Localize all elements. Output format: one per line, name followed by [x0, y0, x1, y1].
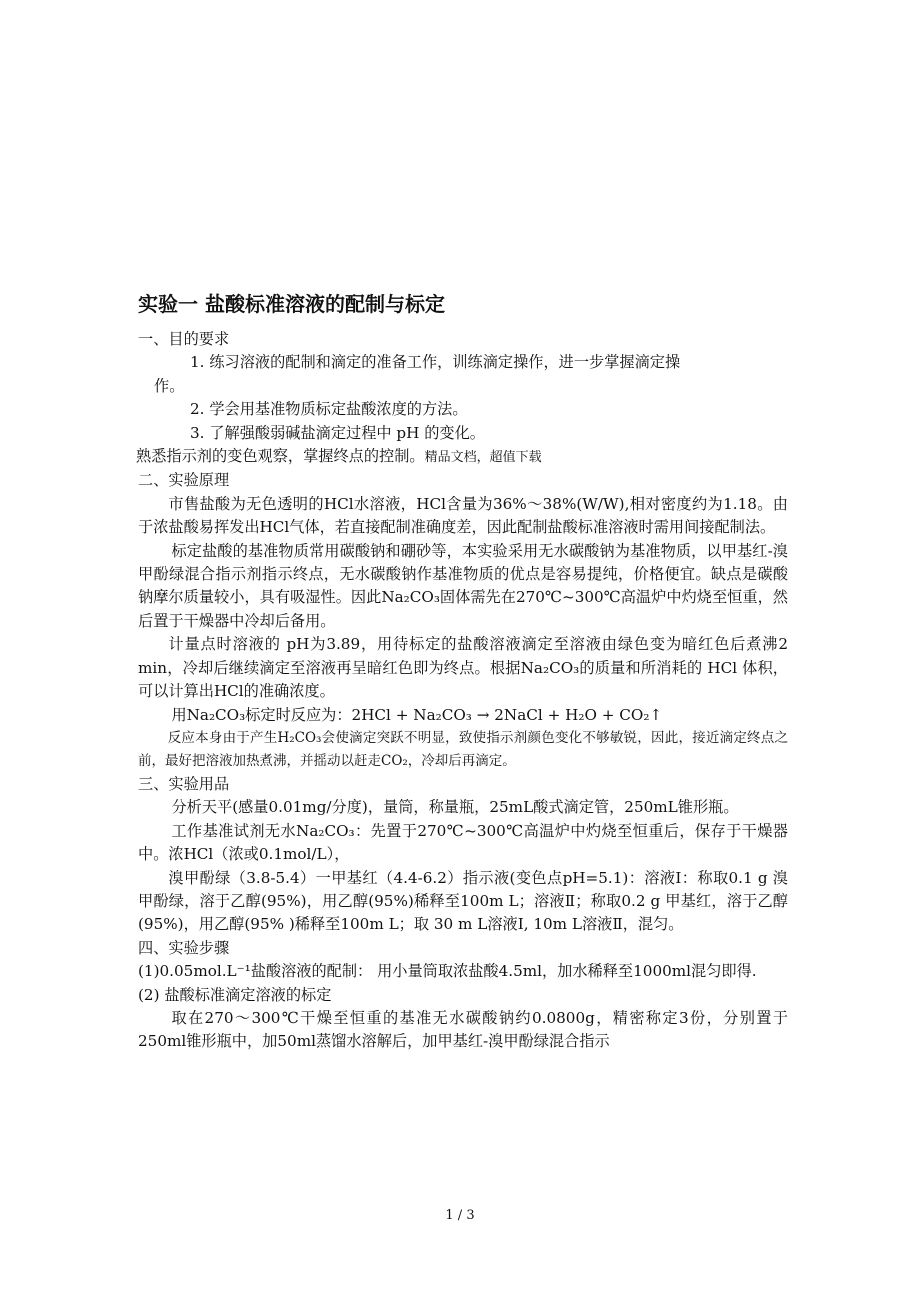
- principle-note: 反应本身由于产生H₂CO₃会使滴定突跃不明显，致使指示剂颜色变化不够敏锐，因此，接近滴定终点之前，最好把溶液加热煮沸，并摇动以赶走CO₂，冷却后再滴定。: [138, 729, 788, 769]
- step-2-paragraph: 取在270～300℃干燥至恒重的基准无水碳酸钠约0.0800g，精密称定3份，分别置于250ml锥形瓶中，加50ml蒸馏水溶解后，加甲基红-溴甲酚绿混合指示: [138, 1008, 788, 1051]
- document-title: 实验一 盐酸标准溶液的配制与标定: [138, 292, 445, 316]
- step-2-heading: (2) 盐酸标准滴定溶液的标定: [138, 985, 332, 1004]
- objective-item-3: 3. 了解强酸弱碱盐滴定过程中 pH 的变化。: [190, 423, 485, 442]
- document-body: [138, 290, 788, 1054]
- objective-item-2: 2. 学会用基准物质标定盐酸浓度的方法。: [190, 400, 468, 419]
- principle-paragraph-3: 计量点时溶液的 pH为3.89，用待标定的盐酸溶液滴定至溶液由绿色变为暗红色后煮沸2 min，冷却后继续滴定至溶液再呈暗红色即为终点。根据Na₂CO₃的质量和所消耗的 HCl 体积，可以计算出HCl的准确浓度。: [138, 635, 788, 701]
- objective-item-1-cont: 作。: [154, 376, 185, 395]
- reaction-equation: 用Na₂CO₃标定时反应为：2HCl + Na₂CO₃ → 2NaCl + H₂O + CO₂↑: [171, 705, 663, 724]
- watermark-note: 精品文档，超值下载: [424, 450, 542, 466]
- page-number: 1 / 3: [445, 1208, 475, 1223]
- section1-heading: 一、目的要求: [138, 330, 230, 348]
- section4-heading: 四、实验步骤: [138, 938, 230, 957]
- principle-paragraph-1: 市售盐酸为无色透明的HCl水溶液，HCl含量为36%～38%(W/W),相对密度约为1.18。由于浓盐酸易挥发出HCl气体，若直接配制准确度差，因此配制盐酸标准溶液时需用间接配制法。: [138, 494, 788, 537]
- step-1: (1)0.05mol.L⁻¹盐酸溶液的配制： 用小量筒取浓盐酸4.5ml，加水稀释至1000ml混匀即得.: [138, 962, 757, 981]
- objective-line-4: [136, 445, 788, 469]
- materials-paragraph-2: 工作基准试剂无水Na₂CO₃：先置于270℃~300℃高温炉中灼烧至恒重后，保存于干燥器中。浓HCl（浓或0.1mol/L），: [138, 821, 788, 864]
- section3-heading: 三、实验用品: [138, 774, 230, 793]
- section2-heading: 二、实验原理: [138, 471, 230, 490]
- materials-paragraph-1: 分析天平(感量0.01mg/分度)，量筒，称量瓶，25mL酸式滴定管，250mL锥形瓶。: [171, 798, 739, 817]
- objective-item-1: 1. 练习溶液的配制和滴定的准备工作，训练滴定操作，进一步掌握滴定操: [190, 353, 681, 372]
- objective-line-4-text: 熟悉指示剂的变色观察，掌握终点的控制。: [136, 447, 425, 466]
- materials-paragraph-3: 溴甲酚绿（3.8-5.4）一甲基红（4.4-6.2）指示液(变色点pH=5.1)：溶液Ⅰ：称取0.1 g 溴甲酚绿，溶于乙醇(95%)，用乙醇(95%)稀释至100m L；溶液Ⅱ；称取0.2 g 甲基红，溶于乙醇(95%)，用乙醇(95% )稀释至100m L；取 30 m L溶液I, 10m L溶液Ⅱ，混匀。: [138, 868, 788, 934]
- principle-paragraph-2: 标定盐酸的基准物质常用碳酸钠和硼砂等，本实验采用无水碳酸钠为基准物质，以甲基红-溴甲酚绿混合指示剂指示终点，无水碳酸钠作基准物质的优点是容易提纯，价格便宜。缺点是碳酸钠摩尔质量较小，具有吸湿性。因此Na₂CO₃固体需先在270℃~300℃高温炉中灼烧至恒重，然后置于干燥器中冷却后备用。: [138, 541, 788, 630]
